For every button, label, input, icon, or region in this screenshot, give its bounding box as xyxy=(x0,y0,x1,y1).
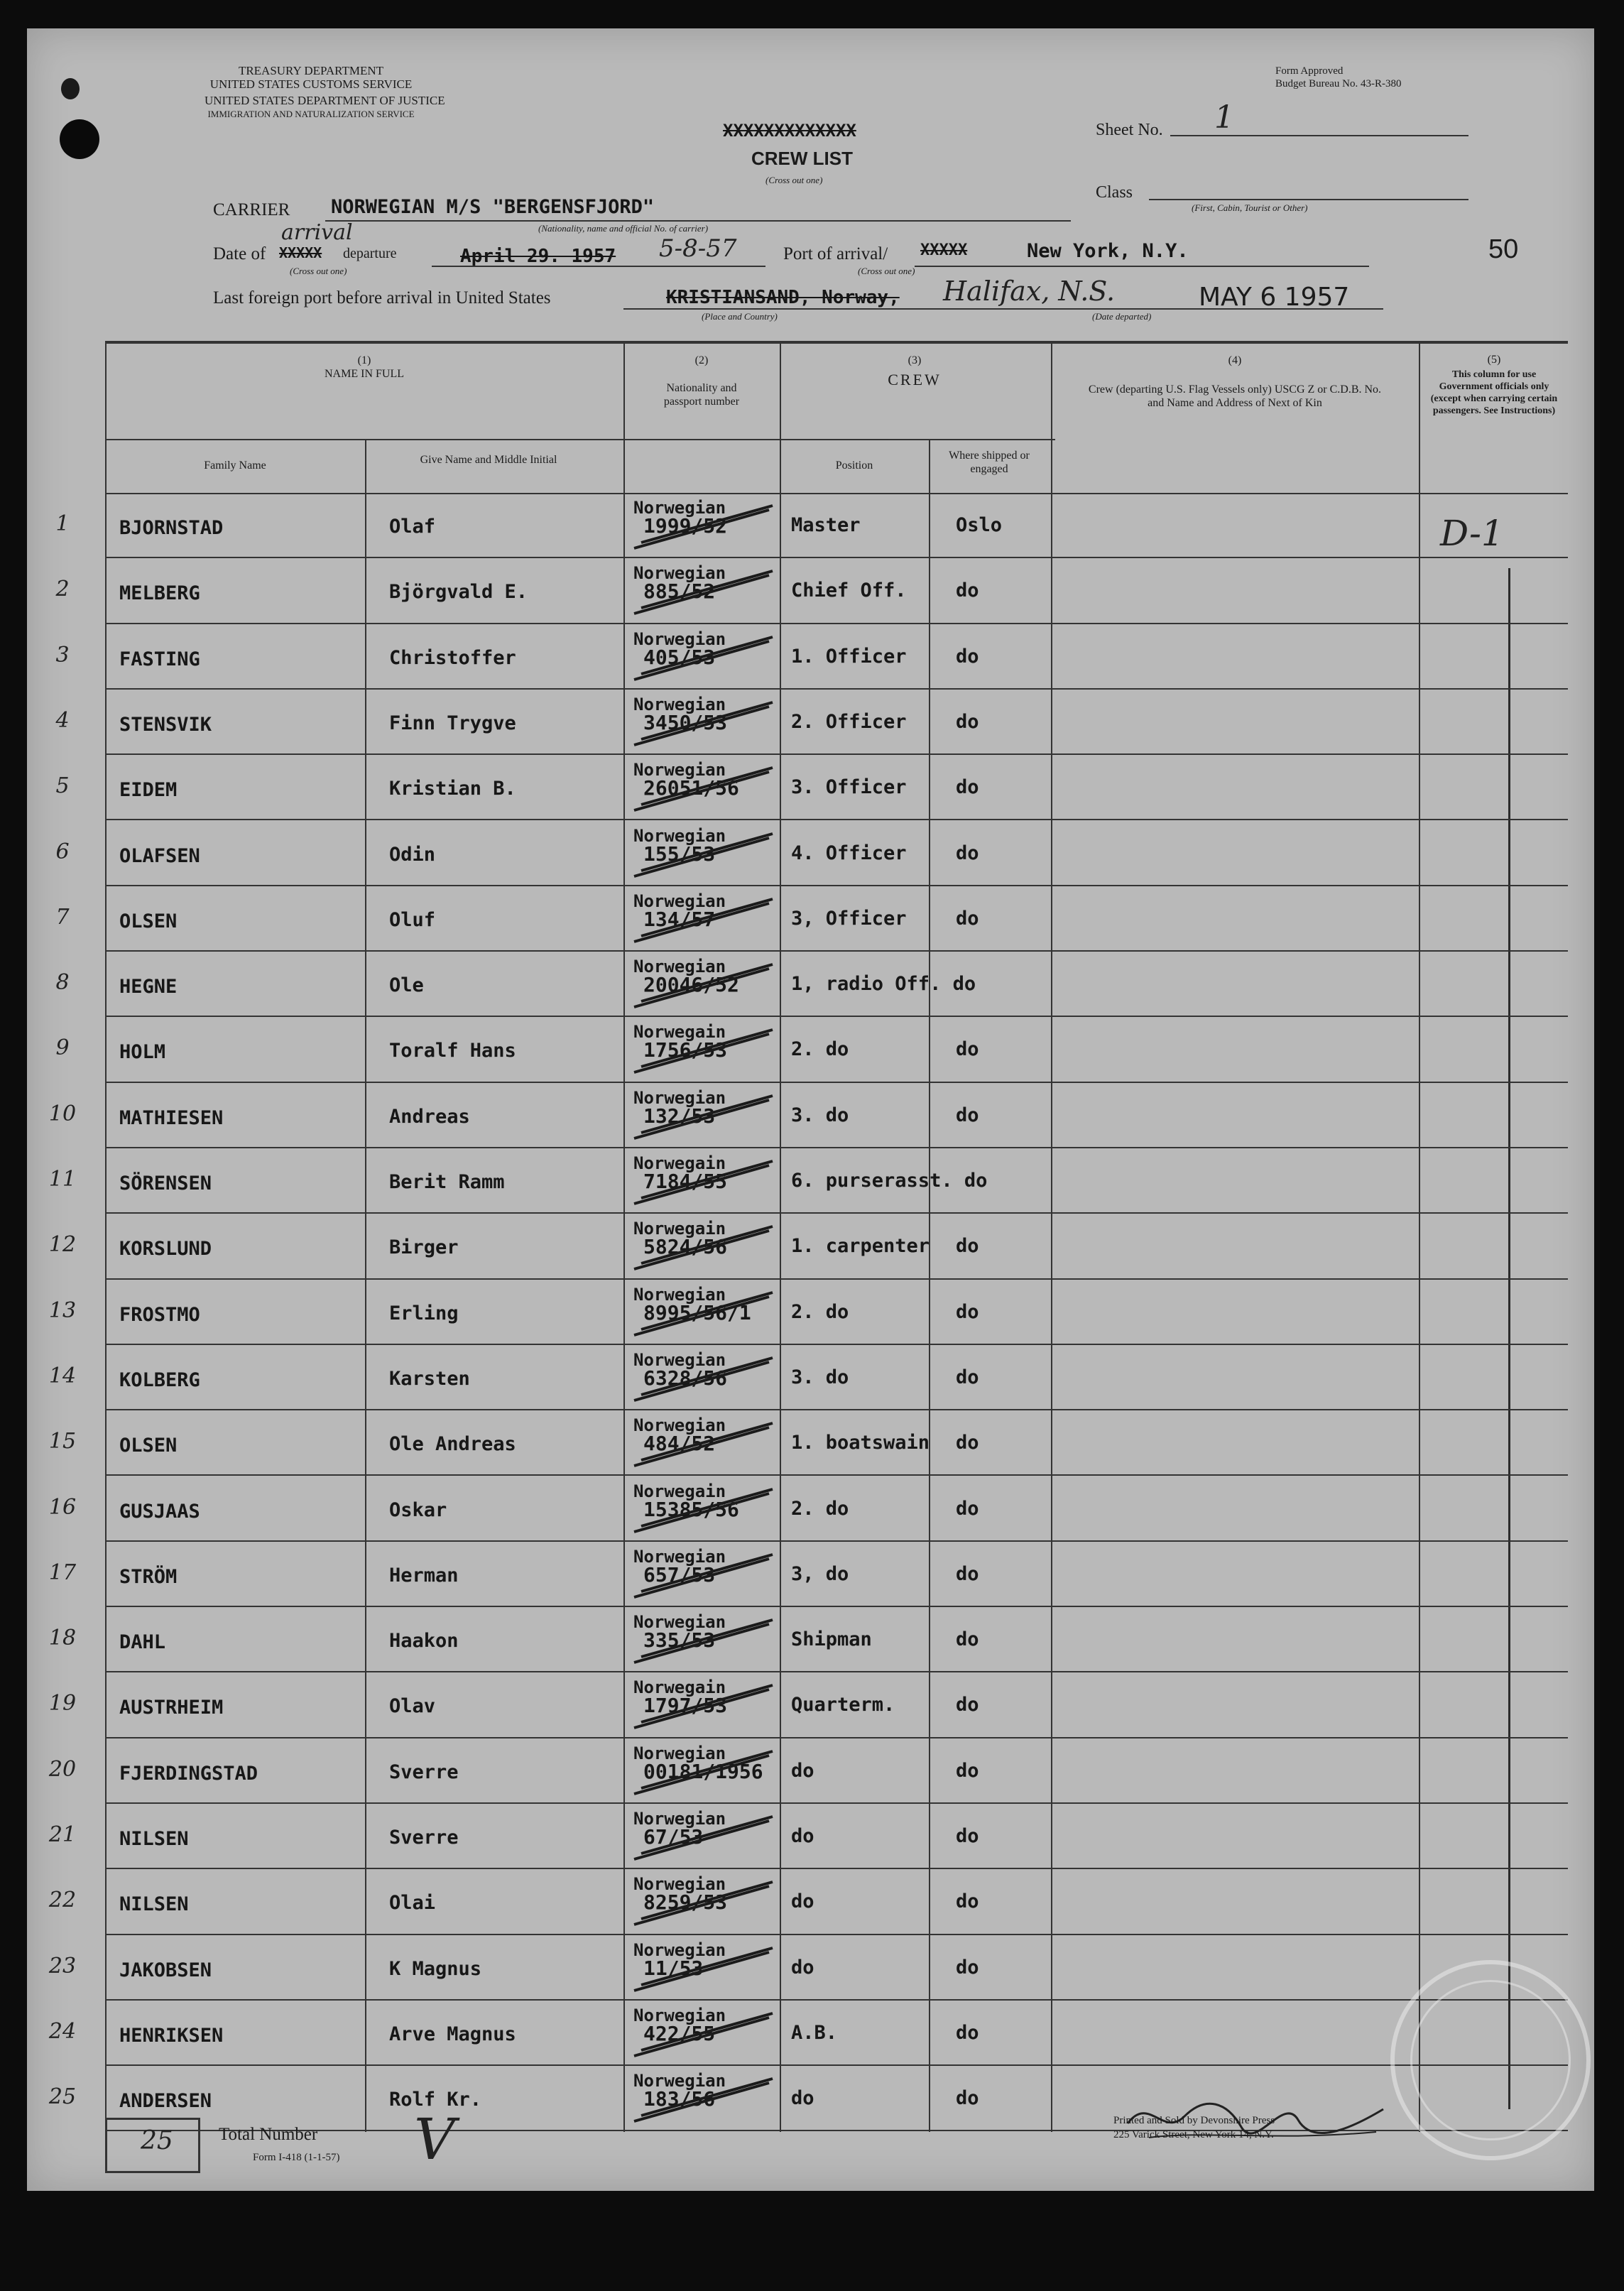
table-row xyxy=(55,952,1568,1017)
strike-through-mark xyxy=(627,1214,783,1278)
row-number: 24 xyxy=(48,2018,77,2044)
where-shipped: do xyxy=(956,1104,979,1126)
given-name: Finn Trygve xyxy=(389,712,516,734)
passport-number: 6328/56 xyxy=(643,1366,728,1390)
nationality: Norwegian xyxy=(633,1349,726,1370)
row-number: 2 xyxy=(55,577,70,602)
nationality: Norwegian xyxy=(633,628,726,649)
strike-through-mark xyxy=(627,2001,783,2064)
col2-heading xyxy=(623,354,780,408)
where-shipped: do xyxy=(956,710,979,733)
form-number: Form I-418 (1-1-57) xyxy=(253,2152,340,2163)
passport-number: 11/53 xyxy=(643,1956,704,1980)
row-number: 11 xyxy=(48,1167,77,1192)
position: 2. do xyxy=(791,1497,849,1520)
table-row xyxy=(48,1672,1568,1738)
tally-mark: V xyxy=(414,2106,455,2172)
passport-number: 3450/53 xyxy=(643,710,728,734)
given-name: Sverre xyxy=(389,1827,459,1849)
nationality: Norwegian xyxy=(633,1939,726,1960)
position: do xyxy=(791,1956,814,1979)
table-row xyxy=(48,1280,1568,1345)
passport-number: 20046/52 xyxy=(643,973,739,997)
where-shipped: do xyxy=(956,1497,979,1520)
family-name: OLSEN xyxy=(119,1435,178,1457)
position: do xyxy=(791,1890,814,1913)
position: 2. do xyxy=(791,1300,849,1323)
title-hint: (Cross out one) xyxy=(765,175,823,185)
table-subheader-border xyxy=(105,439,787,440)
passport-number: 1756/53 xyxy=(643,1038,728,1062)
family-name: AUSTRHEIM xyxy=(119,1697,224,1719)
class-label: Class xyxy=(1096,183,1133,202)
col5-title: This column for use Government officials only (except when carrying certain passengers. See Instructions) xyxy=(1430,369,1558,416)
nationality: Norwegain xyxy=(633,1481,726,1501)
passport-number: 8995/56/1 xyxy=(643,1300,751,1324)
last-port-hand: Halifax, N.S. xyxy=(943,276,1116,307)
where-shipped: Oslo xyxy=(956,514,1003,536)
crew-list-title: CREW LIST xyxy=(751,148,853,169)
passport-number: 484/52 xyxy=(643,1432,716,1456)
position: 3. Officer xyxy=(791,776,907,799)
strike-through-mark xyxy=(627,1869,783,1933)
passport-number: 885/52 xyxy=(643,579,716,604)
nationality: Norwegian xyxy=(633,2071,726,2091)
sheet-label: Sheet No. xyxy=(1096,121,1163,139)
nationality: Norwegian xyxy=(633,1743,726,1763)
table-row xyxy=(48,1476,1568,1542)
strike-through-mark xyxy=(627,1280,783,1344)
given-name: Ole xyxy=(389,974,424,997)
col2-number: (2) xyxy=(694,354,709,366)
table-row xyxy=(55,690,1568,755)
date-departed-hint: (Date departed) xyxy=(1092,311,1152,322)
nationality: Norwegian xyxy=(633,1874,726,1895)
where-shipped: do xyxy=(956,1825,979,1847)
table-row xyxy=(48,1345,1568,1410)
class-hint: (First, Cabin, Tourist or Other) xyxy=(1192,202,1308,213)
passport-number: 422/55 xyxy=(643,2021,716,2045)
col5-heading xyxy=(1420,354,1568,417)
table-row xyxy=(48,1148,1568,1214)
table-row xyxy=(55,493,1568,558)
col5-number: (5) xyxy=(1487,354,1501,366)
given-name: Björgvald E. xyxy=(389,581,528,604)
table-row xyxy=(48,1869,1568,1934)
family-name: NILSEN xyxy=(119,1828,189,1850)
nationality: Norwegian xyxy=(633,1809,726,1829)
total-value: 25 xyxy=(141,2126,173,2155)
where-shipped: do xyxy=(956,645,979,668)
ink-stain xyxy=(61,78,80,99)
position: 1, radio Off. do xyxy=(791,973,976,996)
given-name: Birger xyxy=(389,1236,459,1259)
date-arrival-hand: arrival xyxy=(281,220,353,245)
passport-number: 15385/56 xyxy=(643,1497,739,1521)
given-name: Kristian B. xyxy=(389,778,516,800)
agency-header xyxy=(205,64,445,121)
strike-through-mark xyxy=(627,1410,783,1474)
row-number: 15 xyxy=(48,1429,77,1454)
nationality: Norwegian xyxy=(633,825,726,846)
nationality: Norwegian xyxy=(633,694,726,714)
nationality: Norwegian xyxy=(633,2005,726,2025)
agency-line-justice: UNITED STATES DEPARTMENT OF JUSTICE xyxy=(205,94,445,107)
nationality: Norwegian xyxy=(633,891,726,911)
passport-number: 183/56 xyxy=(643,2087,716,2111)
port-value: New York, N.Y. xyxy=(1027,240,1189,262)
position: do xyxy=(791,1825,814,1847)
carrier-label: CARRIER xyxy=(213,200,290,219)
table-row xyxy=(48,2001,1568,2066)
sheet-number: 1 xyxy=(1214,99,1234,136)
port-hint: (Cross out one) xyxy=(858,266,915,276)
passport-number: 1999/52 xyxy=(643,514,728,538)
row-number: 4 xyxy=(55,707,70,733)
table-row xyxy=(55,1017,1568,1082)
family-name: HENRIKSEN xyxy=(119,2024,224,2047)
position: 2. do xyxy=(791,1038,849,1061)
row-number: 14 xyxy=(48,1363,77,1388)
given-name: K Magnus xyxy=(389,1957,482,1980)
nationality: Norwegain xyxy=(633,1153,726,1173)
budget-bureau: Budget Bureau No. 43-R-380 xyxy=(1275,78,1402,89)
strike-through-mark xyxy=(627,1607,783,1671)
where-shipped: do xyxy=(956,1956,979,1979)
position: 1. boatswain xyxy=(791,1432,930,1454)
family-name: NILSEN xyxy=(119,1893,189,1916)
crossed-title: XXXXXXXXXXXXX xyxy=(723,121,856,141)
crew-table xyxy=(48,341,1568,2132)
strike-through-mark xyxy=(627,1017,783,1081)
last-port-crossed: KRISTIANSAND, Norway, xyxy=(666,287,900,308)
position: 6. purserasst. do xyxy=(791,1170,988,1192)
table-row xyxy=(48,1214,1568,1279)
family-name: SÖRENSEN xyxy=(119,1172,212,1195)
strike-through-mark xyxy=(627,1083,783,1147)
row-number: 18 xyxy=(48,1626,77,1651)
position: 3, do xyxy=(791,1562,849,1585)
given-name: Toralf Hans xyxy=(389,1040,516,1062)
strike-through-mark xyxy=(627,2066,783,2130)
table-row xyxy=(48,1607,1568,1672)
position: Chief Off. xyxy=(791,579,907,602)
strike-through-mark xyxy=(627,1345,783,1409)
position: 2. Officer xyxy=(791,710,907,733)
position: Shipman xyxy=(791,1628,872,1651)
nationality: Norwegian xyxy=(633,1546,726,1567)
strike-through-mark xyxy=(627,1672,783,1736)
last-port-line xyxy=(623,308,1383,310)
row-number: 8 xyxy=(55,970,70,996)
family-name: OLAFSEN xyxy=(119,844,200,867)
row-number: 5 xyxy=(55,773,70,799)
family-name: MATHIESEN xyxy=(119,1106,224,1129)
place-hint: (Place and Country) xyxy=(702,311,778,322)
given-name: Christoffer xyxy=(389,646,516,669)
row-number: 17 xyxy=(48,1560,77,1585)
given-name: Oluf xyxy=(389,908,436,931)
where-shipped: do xyxy=(956,1432,979,1454)
col1a-heading: Family Name xyxy=(204,459,266,472)
col1b-heading: Give Name and Middle Initial xyxy=(420,454,557,466)
class-line xyxy=(1149,199,1468,200)
row-number: 21 xyxy=(48,1822,77,1847)
position: 1. Officer xyxy=(791,645,907,668)
family-name: STENSVIK xyxy=(119,713,212,736)
strike-through-mark xyxy=(627,1738,783,1802)
passport-number: 7184/55 xyxy=(643,1170,728,1193)
where-shipped: do xyxy=(956,579,979,602)
col4-heading xyxy=(1051,354,1419,410)
strike-through-mark xyxy=(627,558,783,622)
given-name: Olaf xyxy=(389,516,436,538)
nationality: Norwegian xyxy=(633,1612,726,1633)
given-name: Olav xyxy=(389,1695,436,1718)
strike-through-mark xyxy=(627,690,783,753)
given-name: Rolf Kr. xyxy=(389,2089,482,2111)
page-number: 50 xyxy=(1488,234,1519,264)
carrier-value: NORWEGIAN M/S "BERGENSFJORD" xyxy=(331,196,655,218)
nationality: Norwegian xyxy=(633,1284,726,1305)
given-name: Sverre xyxy=(389,1761,459,1783)
row-number: 13 xyxy=(48,1297,77,1323)
where-shipped: do xyxy=(956,1890,979,1913)
where-shipped: do xyxy=(956,1300,979,1323)
strike-through-mark xyxy=(627,755,783,819)
nationality: Norwegain xyxy=(633,1219,726,1239)
port-line xyxy=(915,266,1369,267)
row-number: 7 xyxy=(55,904,70,930)
nationality: Norwegain xyxy=(633,1022,726,1043)
gov-column-mark: D-1 xyxy=(1440,513,1504,554)
position: 1. carpenter xyxy=(791,1235,930,1258)
family-name: FJERDINGSTAD xyxy=(119,1762,258,1785)
table-row xyxy=(55,558,1568,624)
nationality: Norwegian xyxy=(633,760,726,780)
col3a-heading: Position xyxy=(835,459,873,472)
carrier-hint: (Nationality, name and official No. of carrier) xyxy=(538,223,709,234)
col1-number: (1) xyxy=(357,354,371,366)
given-name: Herman xyxy=(389,1564,459,1587)
col4-number: (4) xyxy=(1228,354,1242,366)
family-name: HEGNE xyxy=(119,976,178,998)
date-crossed: XXXXX xyxy=(279,244,322,261)
date-hint: (Cross out one) xyxy=(290,266,347,276)
col3-title: CREW xyxy=(888,371,942,388)
passport-number: 132/53 xyxy=(643,1104,716,1128)
where-shipped: do xyxy=(956,1038,979,1061)
strike-through-mark xyxy=(627,624,783,688)
nationality: Norwegain xyxy=(633,1677,726,1698)
given-name: Odin xyxy=(389,843,436,866)
table-row xyxy=(48,1083,1568,1148)
passport-number: 00181/1956 xyxy=(643,1759,763,1783)
where-shipped: do xyxy=(956,1628,979,1651)
row-number: 12 xyxy=(48,1232,77,1258)
passport-number: 657/53 xyxy=(643,1562,716,1587)
nationality: Norwegian xyxy=(633,1415,726,1436)
table-row xyxy=(48,1410,1568,1476)
date-hand-value: 5-8-57 xyxy=(659,234,737,263)
family-name: STRÖM xyxy=(119,1565,178,1588)
official-seal-stamp xyxy=(1390,1960,1591,2160)
crew-list-page xyxy=(27,28,1594,2191)
table-row xyxy=(55,821,1568,886)
passport-number: 1797/53 xyxy=(643,1694,728,1718)
date-line xyxy=(432,266,765,267)
passport-number: 134/57 xyxy=(643,907,716,931)
last-port-date: MAY 6 1957 xyxy=(1199,283,1350,312)
date-value: April 29. 1957 xyxy=(460,246,616,267)
agency-line-treasury: TREASURY DEPARTMENT xyxy=(238,64,384,77)
position: 3, Officer xyxy=(791,907,907,930)
where-shipped: do xyxy=(956,1235,979,1258)
position: Quarterm. xyxy=(791,1694,895,1716)
col3b-heading: Where shipped or engaged xyxy=(949,450,1030,475)
table-subheader-border-crew xyxy=(758,439,1055,440)
nationality: Norwegian xyxy=(633,498,726,518)
family-name: FASTING xyxy=(119,648,200,670)
strike-through-mark xyxy=(627,1804,783,1868)
where-shipped: do xyxy=(956,776,979,799)
table-row xyxy=(48,1804,1568,1869)
position: 3. do xyxy=(791,1366,849,1388)
family-name: KOLBERG xyxy=(119,1368,200,1391)
position: 3. do xyxy=(791,1104,849,1126)
passport-number: 5824/56 xyxy=(643,1235,728,1259)
where-shipped: do xyxy=(956,1366,979,1388)
row-number: 23 xyxy=(48,1953,77,1979)
strike-through-mark xyxy=(627,1542,783,1606)
family-name: HOLM xyxy=(119,1041,166,1064)
row-number: 22 xyxy=(48,1888,77,1913)
where-shipped: do xyxy=(956,907,979,930)
position: 4. Officer xyxy=(791,842,907,864)
table-row xyxy=(48,1738,1568,1804)
row-number: 16 xyxy=(48,1494,77,1520)
given-name: Haakon xyxy=(389,1630,459,1653)
row-number: 10 xyxy=(48,1101,77,1126)
port-label: Port of arrival/ xyxy=(783,244,888,263)
family-name: EIDEM xyxy=(119,779,178,802)
carrier-line xyxy=(325,220,1071,222)
given-name: Ole Andreas xyxy=(389,1433,516,1456)
given-name: Andreas xyxy=(389,1105,470,1128)
where-shipped: do xyxy=(956,1562,979,1585)
family-name: KORSLUND xyxy=(119,1238,212,1261)
family-name: FROSTMO xyxy=(119,1303,200,1326)
departure-label: departure xyxy=(343,246,397,261)
printer-line-1: Printed and Sold by Devonshire Press xyxy=(1113,2115,1275,2126)
strike-through-mark xyxy=(627,1935,783,1999)
given-name: Oskar xyxy=(389,1498,447,1521)
row-number: 1 xyxy=(55,511,70,536)
family-name: JAKOBSEN xyxy=(119,1959,212,1981)
port-crossed: XXXXX xyxy=(920,241,968,259)
family-name: OLSEN xyxy=(119,910,178,932)
position: A.B. xyxy=(791,2021,838,2044)
col3-heading xyxy=(780,354,1050,386)
nationality: Norwegian xyxy=(633,563,726,584)
passport-number: 8259/53 xyxy=(643,1890,728,1915)
where-shipped: do xyxy=(956,1759,979,1782)
position: do xyxy=(791,2087,814,2110)
family-name: GUSJAAS xyxy=(119,1500,200,1523)
position: do xyxy=(791,1759,814,1782)
family-name: ANDERSEN xyxy=(119,2090,212,2113)
strike-through-mark xyxy=(627,821,783,885)
given-name: Berit Ramm xyxy=(389,1171,505,1193)
table-row xyxy=(55,755,1568,820)
where-shipped: do xyxy=(956,2021,979,2044)
strike-through-mark xyxy=(627,952,783,1016)
total-label: Total Number xyxy=(219,2125,318,2144)
strike-through-mark xyxy=(627,886,783,950)
last-port-label: Last foreign port before arrival in United States xyxy=(213,288,551,308)
family-name: DAHL xyxy=(119,1631,166,1654)
row-number: 20 xyxy=(48,1756,77,1782)
row-number: 25 xyxy=(48,2084,77,2110)
printer-line-2: 225 Varick Street, New York 14, N.Y. xyxy=(1113,2129,1274,2140)
punch-hole xyxy=(60,119,99,159)
nationality: Norwegian xyxy=(633,1087,726,1108)
passport-number: 67/53 xyxy=(643,1825,704,1849)
given-name: Olai xyxy=(389,1892,436,1915)
col2-title: Nationality and passport number xyxy=(663,382,740,408)
col3-number: (3) xyxy=(908,354,922,366)
row-number: 6 xyxy=(55,839,70,864)
where-shipped: do xyxy=(956,1694,979,1716)
given-name: Karsten xyxy=(389,1367,470,1390)
form-approved: Form Approved xyxy=(1275,65,1344,77)
position: Master xyxy=(791,514,861,536)
row-number: 3 xyxy=(55,642,70,668)
col1-title: NAME IN FULL xyxy=(325,368,404,380)
row-number: 19 xyxy=(48,1691,77,1716)
given-name: Erling xyxy=(389,1302,459,1324)
strike-through-mark xyxy=(627,1148,783,1212)
passport-number: 26051/56 xyxy=(643,776,739,800)
agency-line-customs: UNITED STATES CUSTOMS SERVICE xyxy=(209,77,413,91)
family-name: MELBERG xyxy=(119,582,200,605)
table-row xyxy=(48,1542,1568,1607)
nationality: Norwegian xyxy=(633,957,726,977)
agency-line-ins: IMMIGRATION AND NATURALIZATION SERVICE xyxy=(207,109,415,119)
passport-number: 335/53 xyxy=(643,1628,716,1653)
family-name: BJORNSTAD xyxy=(119,517,224,539)
col1-heading xyxy=(105,354,623,381)
date-label: Date of xyxy=(213,244,266,263)
strike-through-mark xyxy=(627,493,783,557)
table-row xyxy=(55,624,1568,690)
where-shipped: do xyxy=(956,842,979,864)
table-row xyxy=(48,1935,1568,2001)
strike-through-mark xyxy=(627,1476,783,1540)
passport-number: 405/53 xyxy=(643,645,716,669)
table-top-border xyxy=(105,341,1568,344)
row-number: 9 xyxy=(55,1035,70,1061)
table-row xyxy=(55,886,1568,952)
where-shipped: do xyxy=(956,2087,979,2110)
passport-number: 155/53 xyxy=(643,842,716,866)
col4-title: Crew (departing U.S. Flag Vessels only) USCG Z or C.D.B. No. and Name and Address of Next of Kin xyxy=(1088,383,1382,409)
given-name: Arve Magnus xyxy=(389,2023,516,2045)
